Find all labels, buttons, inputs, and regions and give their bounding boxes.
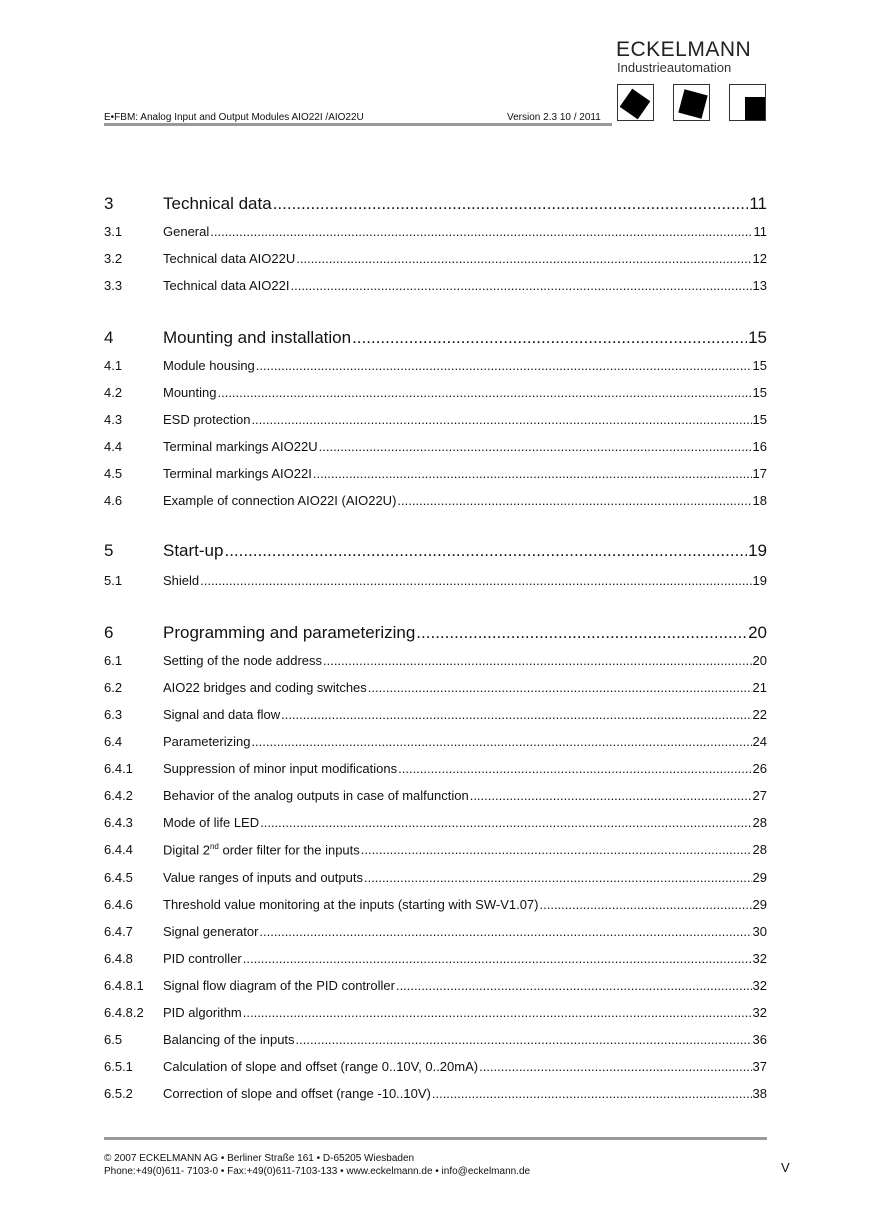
toc-page: 11 (749, 194, 767, 213)
toc-number: 6.5.1 (104, 1059, 133, 1074)
footer-address: © 2007 ECKELMANN AG • Berliner Straße 161 • D-65205 Wiesbaden (104, 1153, 415, 1164)
toc-number: 6.2 (104, 680, 123, 695)
toc-number: 6.4.8 (104, 951, 133, 966)
toc-page: 29 (752, 870, 767, 885)
toc-title: Technical data AIO22U (163, 251, 296, 266)
footer-contact: Phone:+49(0)611- 7103-0 • Fax:+49(0)611-7103-133 • www.eckelmann.de • info@eckelmann.de (104, 1166, 531, 1177)
toc-entry[interactable] (104, 1005, 767, 1020)
dot-leader (210, 224, 752, 239)
toc-page: 37 (752, 1059, 767, 1074)
toc-title: Programming and parameterizing (163, 623, 416, 642)
toc-page: 15 (752, 412, 767, 427)
brand-name: ECKELMANN (616, 38, 752, 61)
toc-title: Start-up (163, 541, 224, 560)
toc-page: 18 (752, 493, 767, 508)
toc-page: 27 (752, 788, 767, 803)
dot-leader (319, 439, 752, 454)
toc-number: 6.1 (104, 653, 123, 668)
toc-title: PID controller (163, 951, 242, 966)
toc-page: 24 (752, 734, 767, 749)
toc-title: Suppression of minor input modifications (163, 761, 398, 776)
toc-title: Terminal markings AIO22I (163, 466, 312, 481)
toc-entry[interactable] (104, 707, 767, 722)
toc-page: 15 (752, 358, 767, 373)
toc-page: 19 (748, 541, 767, 560)
toc-entry[interactable] (104, 251, 767, 266)
toc-number: 4.3 (104, 412, 123, 427)
toc-entry[interactable] (104, 978, 767, 993)
dot-leader (368, 680, 752, 695)
dot-leader (323, 653, 752, 668)
dot-leader (281, 707, 751, 722)
toc-title: Signal flow diagram of the PID controller (163, 978, 395, 993)
toc-page: 20 (748, 623, 767, 642)
toc-title: AIO22 bridges and coding switches (163, 680, 367, 695)
toc-number: 4.1 (104, 358, 123, 373)
toc-entry[interactable] (104, 493, 767, 508)
dot-leader (361, 842, 752, 857)
toc-title: PID algorithm (163, 1005, 242, 1020)
toc-title: Terminal markings AIO22U (163, 439, 318, 454)
toc-number: 6.4.2 (104, 788, 133, 803)
dot-leader (396, 978, 752, 993)
toc-entry[interactable] (104, 870, 767, 885)
toc-title: ESD protection (163, 412, 251, 427)
toc-entry[interactable] (104, 761, 767, 776)
dot-leader (251, 734, 751, 749)
toc-title: Setting of the node address (163, 653, 323, 668)
toc-entry[interactable] (104, 623, 767, 643)
toc-number: 6.5 (104, 1032, 123, 1047)
dot-leader (251, 412, 751, 427)
toc-number: 6.5.2 (104, 1086, 133, 1101)
toc-entry[interactable] (104, 224, 767, 239)
dot-leader (470, 788, 752, 803)
dot-leader (397, 493, 751, 508)
toc-page: 15 (748, 328, 767, 347)
dot-leader (290, 278, 751, 293)
toc-entry[interactable] (104, 924, 767, 939)
toc-entry[interactable] (104, 897, 767, 912)
toc-title: Example of connection AIO22I (AIO22U) (163, 493, 397, 508)
toc-entry[interactable] (104, 358, 767, 373)
brand-subtitle: Industrieautomation (617, 60, 732, 75)
page-number: V (781, 1160, 790, 1175)
dot-leader (296, 251, 751, 266)
toc-title: Balancing of the inputs (163, 1032, 295, 1047)
toc-number: 3 (104, 194, 114, 213)
toc-title: Signal and data flow (163, 707, 281, 722)
toc-title: Shield (163, 573, 200, 588)
toc-title: Mounting and installation (163, 328, 352, 347)
toc-page: 29 (752, 897, 767, 912)
toc-number: 6.4.6 (104, 897, 133, 912)
toc-page: 28 (752, 815, 767, 830)
toc-title: Parameterizing (163, 734, 251, 749)
header-divider (104, 123, 612, 126)
toc-entry[interactable] (104, 815, 767, 830)
toc-title: Signal generator (163, 924, 259, 939)
toc-entry[interactable] (104, 680, 767, 695)
toc-page: 32 (752, 951, 767, 966)
toc-entry[interactable] (104, 788, 767, 803)
dot-leader (217, 385, 751, 400)
toc-number: 5 (104, 541, 114, 560)
toc-entry[interactable] (104, 1059, 767, 1074)
toc-number: 5.1 (104, 573, 123, 588)
dot-leader (260, 815, 751, 830)
toc-title: General (163, 224, 210, 239)
toc-title: Module housing (163, 358, 255, 373)
toc-title-superscript: nd (209, 842, 219, 851)
toc-number: 3.3 (104, 278, 123, 293)
dot-leader (398, 761, 751, 776)
toc-title: Behavior of the analog outputs in case of malfunction (163, 788, 469, 803)
toc-entry[interactable] (104, 734, 767, 749)
toc-number: 6.4.3 (104, 815, 133, 830)
toc-entry[interactable] (104, 466, 767, 481)
toc-page: 22 (752, 707, 767, 722)
toc-number: 6.4 (104, 734, 123, 749)
toc-entry[interactable] (104, 573, 767, 588)
toc-number: 4.6 (104, 493, 123, 508)
toc-page: 36 (752, 1032, 767, 1047)
toc-number: 6.4.7 (104, 924, 133, 939)
toc-number: 3.1 (104, 224, 123, 239)
toc-number: 3.2 (104, 251, 123, 266)
toc-page: 20 (752, 653, 767, 668)
toc-entry[interactable] (104, 412, 767, 427)
toc-page: 12 (752, 251, 767, 266)
toc-page: 32 (752, 1005, 767, 1020)
toc-page: 15 (752, 385, 767, 400)
toc-number: 4.2 (104, 385, 123, 400)
toc-entry[interactable] (104, 1032, 767, 1047)
toc-number: 6.4.8.2 (104, 1005, 144, 1020)
toc-entry[interactable] (104, 385, 767, 400)
dot-leader (416, 623, 747, 643)
toc-entry[interactable] (104, 439, 767, 454)
toc-entry[interactable] (104, 328, 767, 348)
toc-page: 13 (752, 278, 767, 293)
toc-title: Value ranges of inputs and outputs (163, 870, 363, 885)
toc-title: Technical data AIO22I (163, 278, 290, 293)
toc-title: Calculation of slope and offset (range 0..10V, 0..20mA) (163, 1059, 479, 1074)
toc-title: Mode of life LED (163, 815, 260, 830)
dot-leader (432, 1086, 752, 1101)
toc-page: 30 (752, 924, 767, 939)
toc-page: 19 (752, 573, 767, 588)
toc-number: 4.4 (104, 439, 123, 454)
toc-number: 6 (104, 623, 114, 642)
toc-title: Mounting (163, 385, 217, 400)
toc-title: Digital 2nd order filter for the inputs (163, 842, 360, 858)
toc-number: 4 (104, 328, 114, 347)
footer-divider (104, 1137, 767, 1140)
dot-leader (540, 897, 752, 912)
toc-page: 38 (752, 1086, 767, 1101)
toc-page: 17 (752, 466, 767, 481)
dot-leader (313, 466, 752, 481)
toc-entry[interactable] (104, 653, 767, 668)
toc-number: 6.4.4 (104, 842, 133, 858)
toc-number: 4.5 (104, 466, 123, 481)
toc-title: Threshold value monitoring at the inputs (starting with SW-V1.07) (163, 897, 539, 912)
dot-leader (259, 924, 751, 939)
dot-leader (364, 870, 752, 885)
toc-number: 6.4.1 (104, 761, 133, 776)
toc-entry[interactable] (104, 951, 767, 966)
toc-number: 6.4.8.1 (104, 978, 144, 993)
toc-number: 6.4.5 (104, 870, 133, 885)
toc-entry[interactable] (104, 1086, 767, 1101)
dot-leader (243, 951, 752, 966)
toc-entry[interactable] (104, 541, 767, 561)
dot-leader (479, 1059, 751, 1074)
toc-page: 21 (752, 680, 767, 695)
toc-title: Correction of slope and offset (range -10..10V) (163, 1086, 431, 1101)
toc-page: 26 (752, 761, 767, 776)
dot-leader (243, 1005, 752, 1020)
dot-leader (224, 541, 747, 561)
dot-leader (352, 328, 747, 348)
toc-page: 28 (752, 842, 767, 858)
toc-page: 32 (752, 978, 767, 993)
dot-leader (256, 358, 752, 373)
toc-page: 11 (753, 224, 767, 239)
toc-title: Technical data (163, 194, 272, 213)
toc-page: 16 (752, 439, 767, 454)
dot-leader (296, 1032, 752, 1047)
document-title: E•FBM: Analog Input and Output Modules AIO22I /AIO22U (104, 112, 364, 123)
dot-leader (273, 194, 749, 214)
document-version: Version 2.3 10 / 2011 (507, 112, 601, 123)
toc-entry[interactable] (104, 842, 767, 857)
toc-entry[interactable] (104, 194, 767, 214)
dot-leader (200, 573, 751, 588)
toc-entry[interactable] (104, 278, 767, 293)
toc-number: 6.3 (104, 707, 123, 722)
